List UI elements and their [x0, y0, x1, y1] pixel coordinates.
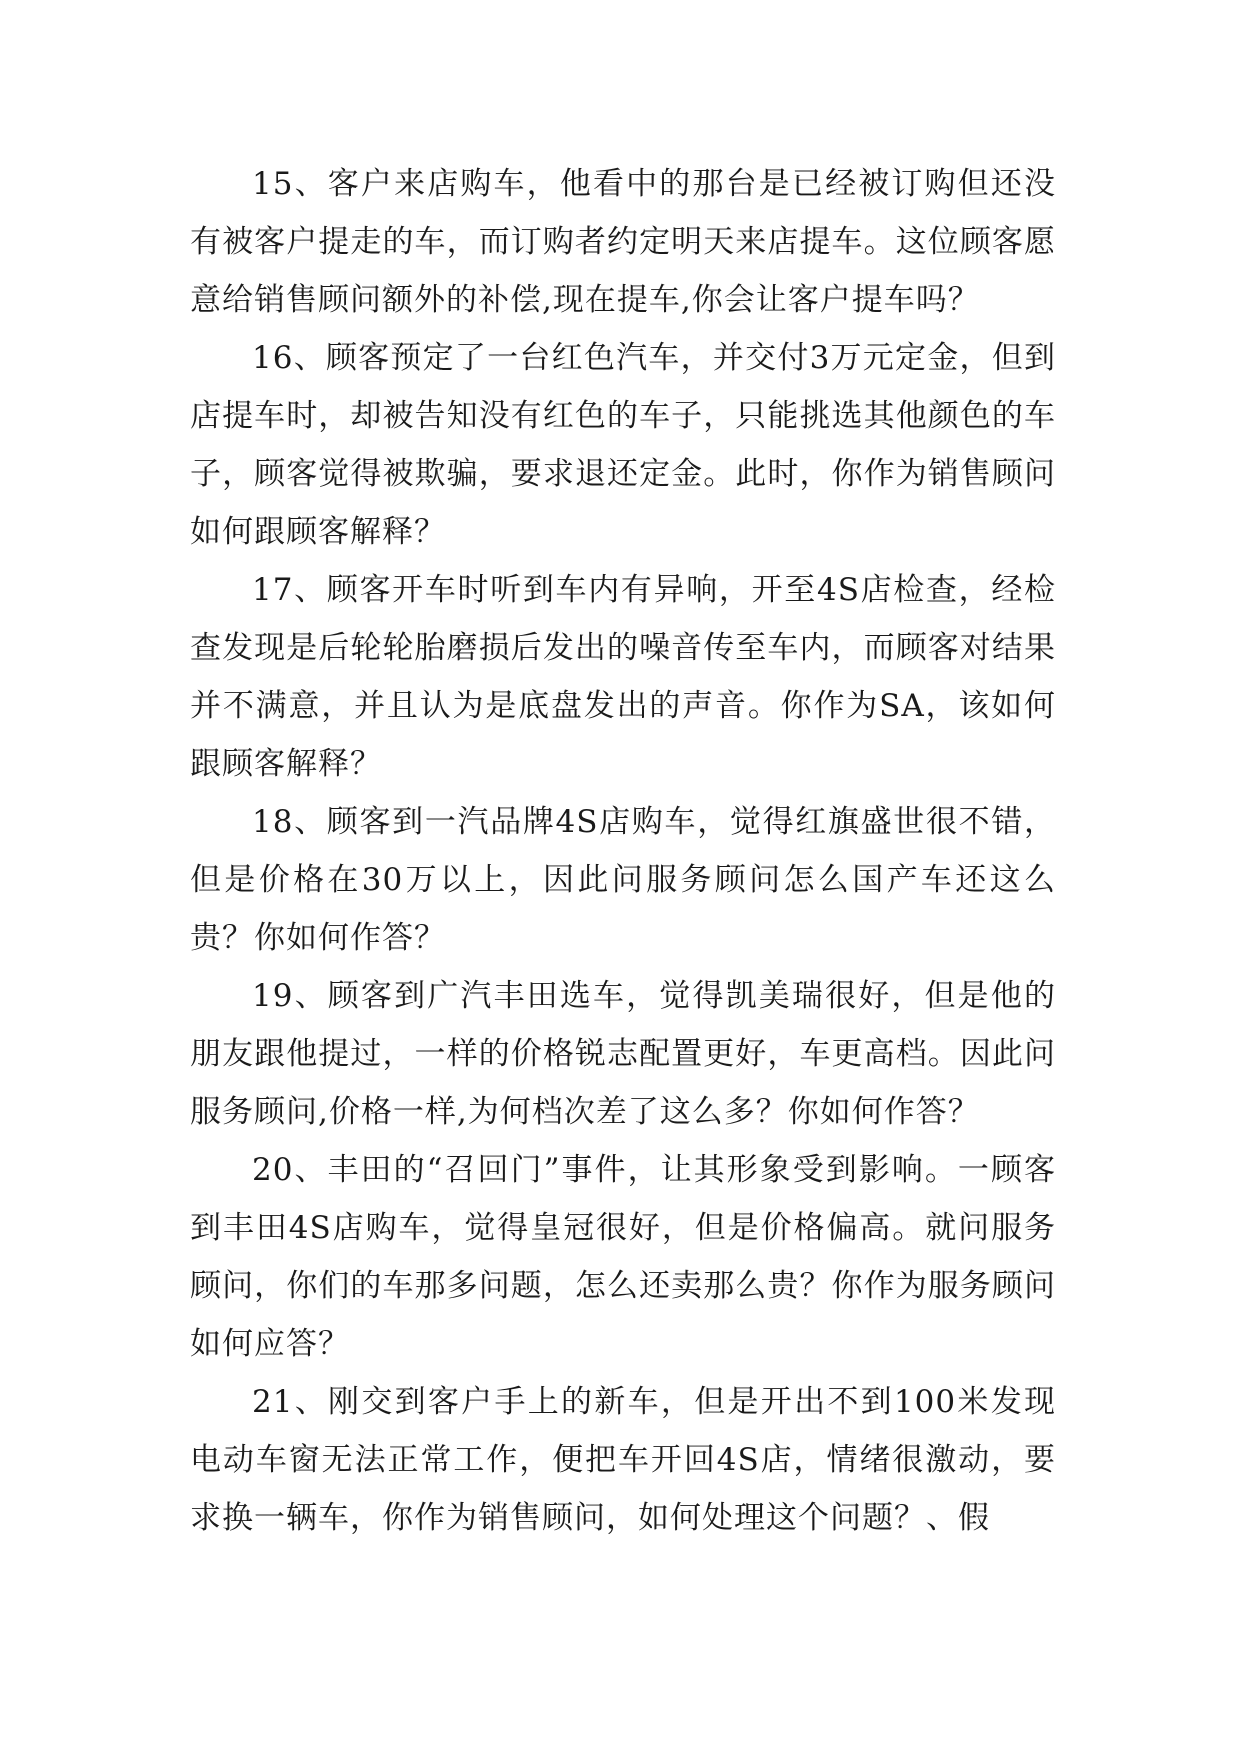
question-20: 20、丰田的“召回门”事件，让其形象受到影响。一顾客到丰田4S店购车，觉得皇冠很好，但是价格偏高。就问服务顾问，你们的车那多问题，怎么还卖那么贵？你作为服务顾问如何应答？ — [190, 1152, 1056, 1362]
question-15: 15、客户来店购车，他看中的那台是已经被订购但还没有被客户提走的车，而订购者约定明天来店提车。这位顾客愿意给销售顾问额外的补偿,现在提车,你会让客户提车吗？ — [190, 166, 1056, 318]
question-21: 21、刚交到客户手上的新车，但是开出不到100米发现电动车窗无法正常工作，便把车开回4S店，情绪很激动，要求换一辆车，你作为销售顾问，如何处理这个问题？、假 — [190, 1384, 1056, 1536]
question-19: 19、顾客到广汽丰田选车，觉得凯美瑞很好，但是他的朋友跟他提过，一样的价格锐志配置更好，车更高档。因此问服务顾问,价格一样,为何档次差了这么多？你如何作答？ — [190, 978, 1056, 1130]
document-body — [190, 155, 1056, 1547]
question-18: 18、顾客到一汽品牌4S店购车，觉得红旗盛世很不错，但是价格在30万以上，因此问服务顾问怎么国产车还这么贵？你如何作答？ — [190, 804, 1056, 956]
question-16: 16、顾客预定了一台红色汽车，并交付3万元定金，但到店提车时，却被告知没有红色的车子，只能挑选其他颜色的车子，顾客觉得被欺骗，要求退还定金。此时，你作为销售顾问如何跟顾客解释？ — [190, 340, 1056, 550]
question-17: 17、顾客开车时听到车内有异响，开至4S店检查，经检查发现是后轮轮胎磨损后发出的噪音传至车内，而顾客对结果并不满意，并且认为是底盘发出的声音。你作为SA，该如何跟顾客解释？ — [190, 572, 1056, 782]
